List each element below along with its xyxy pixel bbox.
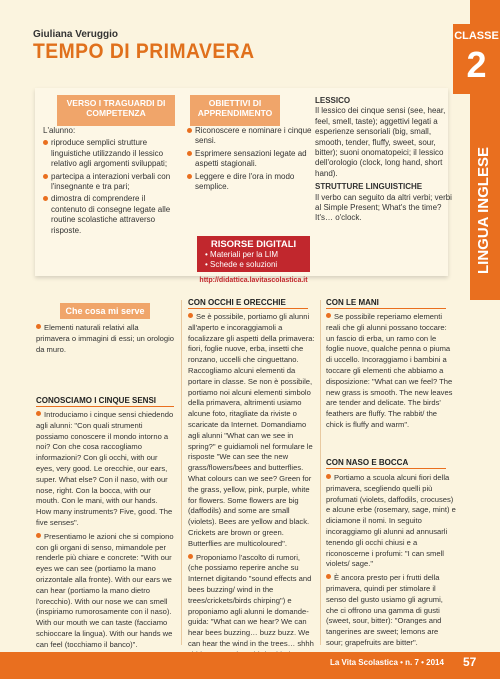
bullet-icon (43, 174, 48, 179)
list-item (43, 172, 181, 193)
bullet-icon (36, 411, 41, 416)
cosa-serve-tag: Che cosa mi serve (60, 303, 150, 319)
bullet-icon (187, 151, 192, 156)
list-item (187, 126, 312, 147)
author-name: Giuliana Veruggio (33, 29, 119, 40)
naso-text (326, 473, 456, 652)
column-divider (181, 300, 182, 645)
bullet-icon (326, 574, 331, 579)
risorse-link[interactable]: http://didattica.lavitascolastica.it (199, 277, 308, 284)
mani-heading: CON LE MANI (326, 298, 446, 309)
lessico-section (315, 96, 460, 224)
bullet-icon (43, 140, 48, 145)
bullet-icon (326, 474, 331, 479)
conosciamo-heading: CONOSCIAMO I CINQUE SENSI (36, 396, 174, 407)
bullet-icon (188, 554, 193, 559)
bullet-icon (36, 533, 41, 538)
bullet-icon (326, 313, 331, 318)
conosciamo-text (36, 410, 174, 654)
traguardi-tag: VERSO I TRAGUARDI DI COMPETENZA (57, 95, 175, 126)
list-item (43, 138, 181, 169)
paragraph: Se possibile reperiamo elementi reali che gli alunni possano toccare: un fascio di erba, un ramo con le foglie nuove, qualche penna o piuma di uccello. Incoraggiamo i bambini a toccare gli elementi che abbiamo a disposizione: "What can we feel? The new grass is smooth. The new leaves are tender and delicate. The birds' feathers are fluffy. The rabbit/ the chick is fluffy and warm". (326, 312, 453, 429)
risorse-item: • Schede e soluzioni (205, 260, 278, 269)
classe-number: 2 (466, 44, 487, 85)
list-item-text: partecipa a interazioni verbali con l'insegnante e tra pari; (51, 171, 171, 192)
list-item (43, 194, 181, 236)
paragraph: Portiamo a scuola alcuni fiori della primavera, scegliendo quelli più profumati (violets, daffodils, crocuses) e alcune erbe (rosemary, sage, mint) e diciamone il nomi. In seguito incoraggiamo gli alunni ad annusarli tenendo gli occhi chiusi e a riconoscerne i profumi: "I can smell violets/ sage." (326, 473, 456, 569)
risorse-digitali-box (197, 236, 310, 272)
risorse-title: RISORSE DIGITALI (210, 239, 297, 250)
occhi-heading: CON OCCHI E ORECCHIE (188, 298, 308, 309)
strutture-heading: STRUTTURE LINGUISTICHE (315, 182, 423, 192)
footer-publication: La Vita Scolastica • n. 7 • 2014 (330, 658, 444, 667)
paragraph: Presentiamo le azioni che si compiono con gli organi di senso, mimandole per renderle più chiare e concrete: "With our eyes we can see (portiamo la mano orizzontale alla fronte). With our ears we can hear (portiamo la mano dietro l'orecchio). With our nose we can smell (inspiriamo rumorosamente con il naso). With our mouth we can taste (facciamo schioccare la lingua). With our hands we can feel (tocchiamo il banco)". (36, 531, 174, 649)
paragraph: Se è possibile, portiamo gli alunni all'aperto e incoraggiamoli a focalizzare gli aspetti della primavera: fiori, foglie nuove, erba, insetti che ronzano, uccelli che cinguettano. Raccogliamo alcuni elementi da portare in classe. Se non è possibile, portiamo noi alcuni elementi simbolo della primavera, altrimenti usiamo alcune foto, ritagliate da riviste o scaricate da Internet. Domandiamo agli alunni "What can we see in spring?" e guidiamoli nel formulare le risposte "We can see the new grass/flowers/bees and butterflies. What colours can we see? Green for the grass, yellow, pink, purple, white for flowers. Some flowers are big (daffodils) and some are small (violets). Bees are yellow and black. Crickets are brown or green. Butterflies are multicoloured". (188, 312, 315, 548)
subject-vertical-label (468, 125, 498, 295)
paragraph: È ancora presto per i frutti della primavera, quindi per stimolare il senso del gusto usiamo gli agrumi, che ci offrono una gamma di gusti (sweet, sour, bitter): "Oranges and tangerines are sweet; lemons are sour; grapefruits are bitter". (326, 573, 443, 647)
obiettivi-section (187, 126, 312, 194)
bullet-icon (188, 313, 193, 318)
list-item (187, 172, 312, 193)
obiettivi-tag: OBIETTIVI DI APPRENDIMENTO (190, 95, 280, 126)
cosa-serve-text (36, 323, 174, 358)
bullet-icon (36, 324, 41, 329)
list-item-text: Leggere e dire l'ora in modo semplice. (195, 171, 295, 192)
strutture-text: Il verbo can seguito da altri verbi; verbi al Simple Present; What's the time? It's… o'clock. (315, 192, 452, 223)
list-item (187, 149, 312, 170)
column-divider (320, 300, 321, 645)
occhi-text (188, 312, 316, 674)
page-number: 57 (463, 655, 477, 669)
list-item-text: Riconoscere e nominare i cinque sensi. (195, 126, 312, 146)
bullet-icon (187, 174, 192, 179)
list-item-text: Esprimere sensazioni legate ad aspetti stagionali. (195, 148, 307, 169)
naso-heading: CON NASO E BOCCA (326, 458, 446, 469)
paragraph: Proponiamo l'ascolto di rumori, (che possiamo reperire anche su Internet digitando "sound effects and bees buzzing/ wind in the trees/crickets/birds chirping") e proponiamo agli alunni le domande-guida: "What can we hear? We can hear bees buzzing… buzz buzz. We can hear the wind in the trees… shhh (188, 552, 314, 648)
mani-text (326, 312, 456, 434)
cosa-serve-body: Elementi naturali relativi alla primavera o immagini di essi; un orologio da muro. (36, 323, 175, 354)
page-title: TEMPO DI PRIMAVERA (33, 40, 255, 63)
traguardi-section (43, 126, 181, 238)
list-item-text: riproduce semplici strutture linguistiche utilizzando il lessico relativo agli argomenti sviluppati; (51, 138, 168, 169)
lessico-heading: LESSICO (315, 96, 351, 105)
bullet-icon (187, 128, 192, 133)
bullet-icon (43, 196, 48, 201)
classe-label: CLASSE (454, 30, 499, 42)
lessico-text: Il lessico dei cinque sensi (see, hear, feel, smell, taste); aggettivi legati a esperienze sensoriali (big, small, smooth, tender, fluffy, sweet, sour, bitter); suoni onomatopeici; il lessico dell'orologio (clock, long hand, short hand). (315, 106, 446, 178)
risorse-item: • Materiali per la LIM (205, 250, 279, 259)
paragraph: Introduciamo i cinque sensi chiedendo agli alunni: "Con quali strumenti possiamo conoscere il mondo intorno a noi? Con che cosa raccogliamo informazioni? Con gli occhi, with our eyes, very good. Le orecchie, our ears, super. What else? Con il naso, with our nose, right. Con la bocca, with our mouth. Con le mani, with our hands. How many instruments? Five, good. The five senses". (36, 410, 174, 527)
traguardi-intro: L'alunno: (43, 126, 76, 135)
list-item-text: dimostra di comprendere il contenuto di consegne legate alle routine scolastiche attraverso risposte. (51, 194, 171, 235)
subject-vertical-text: LINGUA INGLESE (474, 146, 492, 274)
